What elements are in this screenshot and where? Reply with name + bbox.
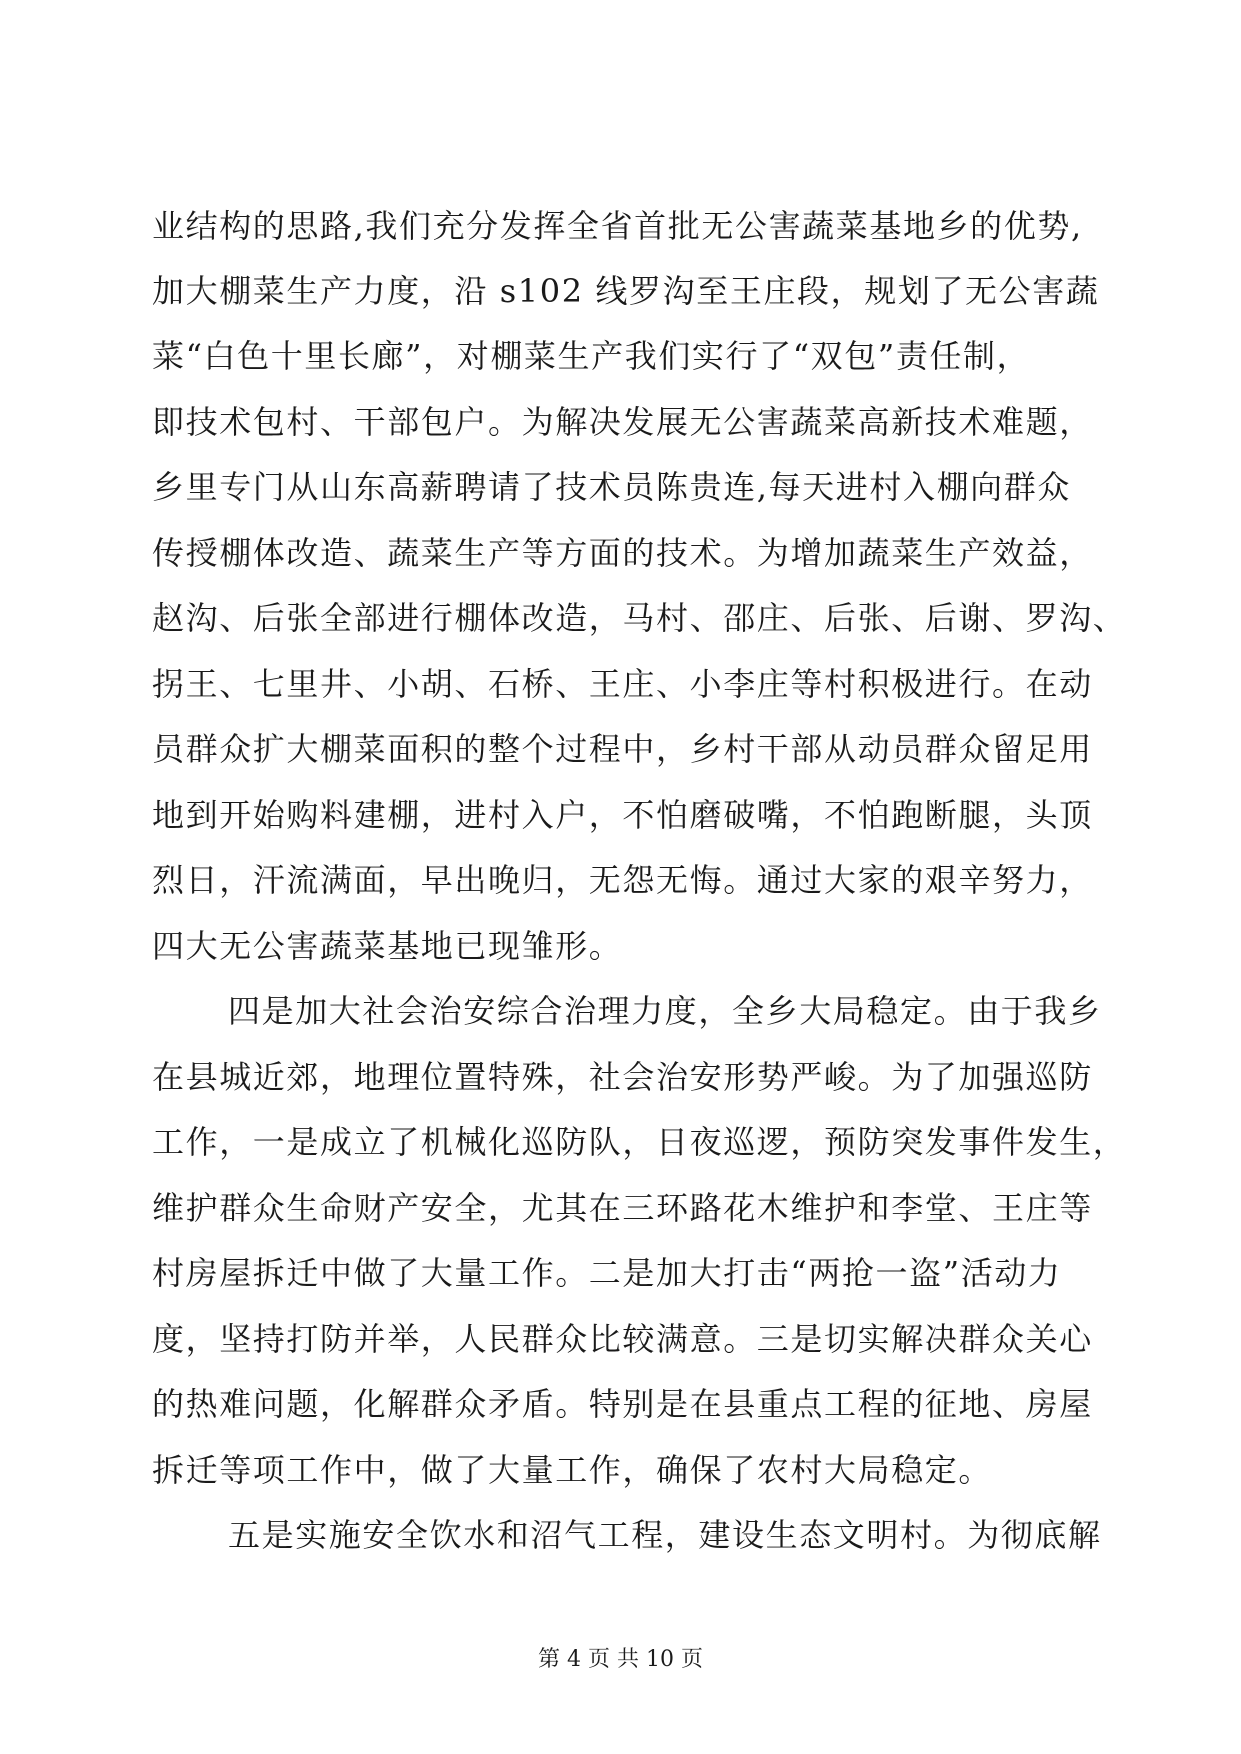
text-line: 拆迁等项工作中，做了大量工作，确保了农村大局稳定。 (152, 1451, 993, 1489)
page-number-footer: 第 4 页 共 10 页 (538, 1647, 703, 1672)
text-line: 的热难问题，化解群众矛盾。特别是在县重点工程的征地、房屋 (152, 1385, 1093, 1423)
text-line: 加大棚菜生产力度，沿 s102 线罗沟至王庄段，规划了无公害蔬 (152, 272, 1100, 310)
text-line: 维护群众生命财产安全，尤其在三环路花木维护和李堂、王庄等 (152, 1189, 1093, 1227)
text-line: 地到开始购料建棚，进村入户，不怕磨破嘴，不怕跑断腿，头顶 (152, 796, 1093, 834)
text-line: 传授棚体改造、蔬菜生产等方面的技术。为增加蔬菜生产效益， (152, 534, 1093, 572)
paragraph-start-line: 四是加大社会治安综合治理力度，全乡大局稳定。由于我乡 (228, 992, 1102, 1030)
text-line: 度，坚持打防并举，人民群众比较满意。三是切实解决群众关心 (152, 1320, 1093, 1358)
text-line: 拐王、七里井、小胡、石桥、王庄、小李庄等村积极进行。在动 (152, 665, 1093, 703)
text-line: 即技术包村、干部包户。为解决发展无公害蔬菜高新技术难题， (152, 403, 1093, 441)
paragraph-start-line: 五是实施安全饮水和沼气工程，建设生态文明村。为彻底解 (228, 1516, 1102, 1554)
text-line: 员群众扩大棚菜面积的整个过程中，乡村干部从动员群众留足用 (152, 730, 1093, 768)
text-line: 工作，一是成立了机械化巡防队，日夜巡逻，预防突发事件发生， (152, 1123, 1127, 1161)
text-line: 菜“白色十里长廊”，对棚菜生产我们实行了“双包”责任制， (152, 337, 1031, 375)
text-line: 业结构的思路,我们充分发挥全省首批无公害蔬菜基地乡的优势, (152, 207, 1083, 245)
text-line: 乡里专门从山东高薪聘请了技术员陈贵连,每天进村入棚向群众 (152, 468, 1071, 506)
text-line: 在县城近郊，地理位置特殊，社会治安形势严峻。为了加强巡防 (152, 1058, 1093, 1096)
text-line: 村房屋拆迁中做了大量工作。二是加大打击“两抢一盗”活动力 (152, 1254, 1062, 1292)
text-line: 四大无公害蔬菜基地已现雏形。 (152, 927, 623, 965)
text-line: 赵沟、后张全部进行棚体改造，马村、邵庄、后张、后谢、罗沟、 (152, 599, 1127, 637)
text-line: 烈日，汗流满面，早出晚归，无怨无悔。通过大家的艰辛努力， (152, 861, 1093, 899)
